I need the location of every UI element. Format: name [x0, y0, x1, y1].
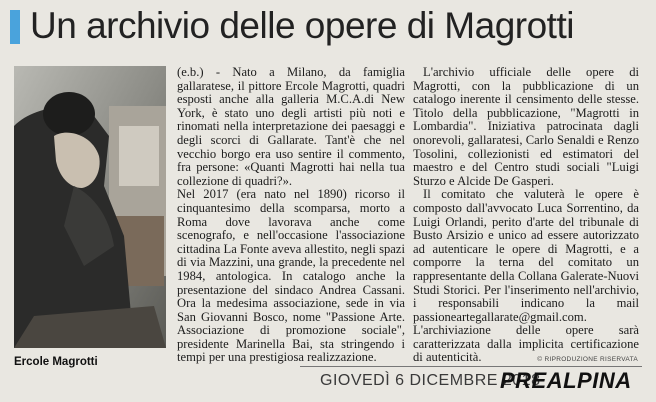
artist-photo	[14, 66, 166, 348]
photo-caption: Ercole Magrotti	[14, 356, 98, 368]
paragraph: L'archivio ufficiale delle opere di Magrotti, con la pubblicazione di un catalogo inerente il censimento delle stesse. Titolo della pubblicazione, "Magrotti in Lombardia". Iniziativa patrocinata dagli onorevoli, gallaratesi, Carlo Senaldi e Renzo Tosolini, collezionisti ed estimatori del maestro e del Centro studi sociali "Luigi Sturzo e Alcide De Gasperi.	[413, 65, 639, 188]
article-column-1	[177, 66, 405, 365]
portrait-photo-icon	[14, 66, 166, 348]
article-column-2	[413, 66, 639, 365]
footer-divider	[300, 366, 642, 367]
headline-accent-bar	[10, 10, 20, 44]
paragraph: Il comitato che valuterà le opere è composto dall'avvocato Luca Sorrentino, da Luigi Orlandi, perito d'arte del tribunale di Busto Arsizio e unico ad essere autorizzato ad autenticare le opere di Magrotti, e a comporre la terna del comitato un rappresentante della Collana Galerate-Nuovi Studi Storici. Per l'inserimento nell'archivio, i responsabili indicano la mail passioneartegallarate@gmail.com. L'archiviazione delle opere sarà caratterizzata dalla implicita certificazione di autenticità.	[413, 187, 639, 365]
rights-notice: © RIPRODUZIONE RISERVATA	[537, 356, 638, 363]
footer-date: GIOVEDÌ 6 DICEMBRE 2018	[320, 372, 541, 389]
newspaper-name: PREALPINA	[500, 368, 632, 393]
paragraph: (e.b.) - Nato a Milano, da famiglia gallaratese, il pittore Ercole Magrotti, quadri esposti anche alla galleria M.C.A.di New York, è stato uno degli artisti più noti e rinomati nella interpretazione dei paesaggi e degli scorci di Gallarate. Tant'è che nel vecchio borgo era uso sentire il commento, fra persone: «Quanti Magrotti hai nella tua collezione di quadri?».	[177, 65, 405, 188]
paragraph: Nel 2017 (era nato nel 1890) ricorso il cinquantesimo della scomparsa, morto a Roma dove lavorava anche come scenografo, e nell'occasione l'associazione cittadina La Fonte aveva allestito, negli spazi di via Mazzini, una grande, la precedente nel 1984, antologica. In catalogo anche la presentazione del sindaco Andrea Cassani. Ora la medesima associazione, sede in via San Giovanni Bosco, nome "Passione Arte. Associazione di promozione sociale", presidente Marinella Bai, sta stringendo i tempi per una prestigiosa realizzazione.	[177, 187, 405, 365]
headline: Un archivio delle opere di Magrotti	[30, 5, 574, 46]
